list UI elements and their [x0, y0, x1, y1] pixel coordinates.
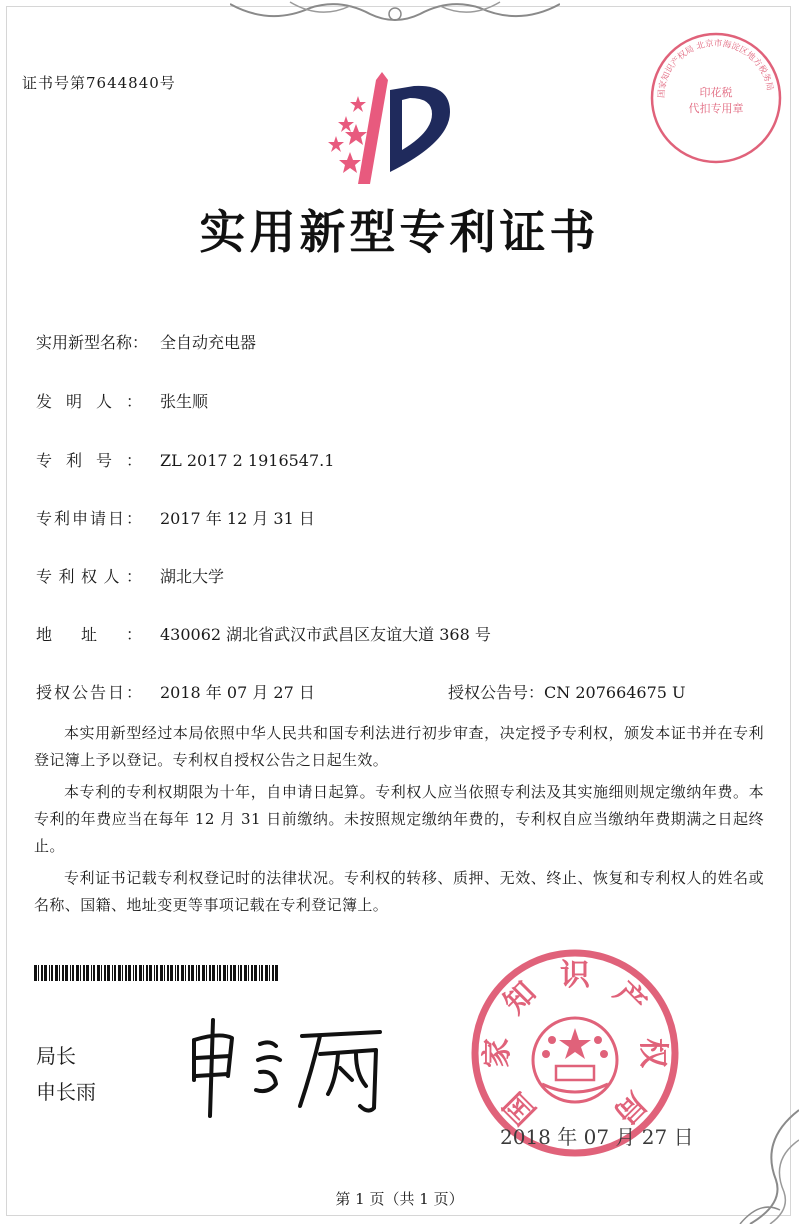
field-label: 专利号：	[36, 451, 142, 470]
certificate-number: 证书号第7644840号	[22, 74, 176, 92]
field-value: CN 207664675 U	[544, 683, 686, 702]
seal-char: 识	[560, 958, 590, 993]
emblem-stars-icon	[542, 1028, 608, 1059]
tax-stamp-ring-text: 国家知识产权局 北京市海淀区地方税务局	[656, 38, 775, 99]
barcode	[34, 965, 278, 981]
field-address	[36, 622, 491, 645]
field-patentee	[36, 564, 224, 587]
field-grant-date	[36, 680, 315, 703]
director-signature	[180, 1010, 395, 1120]
body-paragraph: 本实用新型经过本局依照中华人民共和国专利法进行初步审查，决定授予专利权，颁发本证书并在专利登记簿上予以登记。专利权自授权公告之日起生效。	[34, 724, 764, 769]
field-value: 张生顺	[160, 392, 209, 411]
director-name: 申长雨	[36, 1080, 96, 1104]
cnipa-logo	[310, 72, 460, 184]
field-grant-number	[448, 680, 686, 703]
field-label: 授权公告号：	[448, 683, 545, 702]
seal-char: 局	[606, 1084, 653, 1131]
field-label: 实用新型名称：	[36, 333, 149, 352]
field-value: ZL 2017 2 1916547.1	[160, 451, 335, 470]
field-utility-model-name	[36, 330, 256, 353]
logo-pink-stroke-icon	[358, 72, 388, 184]
field-label: 授权公告日：	[36, 683, 142, 702]
body-paragraph: 专利证书记载专利权登记时的法律状况。专利权的转移、质押、无效、终止、恢复和专利权人的姓名或名称、国籍、地址变更等事项记载在专利登记簿上。	[34, 869, 764, 914]
certificate-body	[34, 720, 764, 924]
field-filing-date	[36, 506, 315, 529]
field-value: 2017 年 12 月 31 日	[160, 509, 315, 528]
top-ornament	[230, 0, 560, 28]
director-block	[36, 1038, 96, 1110]
field-value: 湖北大学	[160, 567, 225, 586]
seal-date: 2018 年 07 月 27 日	[500, 1125, 694, 1149]
field-patent-number	[36, 448, 334, 471]
director-title: 局长	[36, 1044, 76, 1068]
body-paragraph: 本专利的专利权期限为十年，自申请日起算。专利权人应当依照专利法及其实施细则规定缴纳年费。本专利的年费应当在每年 12 月 31 日前缴纳。未按照规定缴纳年费的，专利权自应当缴纳年费期满之日起终止。	[34, 783, 764, 855]
page-title: 实用新型专利证书	[199, 205, 600, 259]
emblem-gate-icon	[556, 1066, 594, 1080]
tax-stamp	[648, 30, 784, 166]
field-label: 专利权人：	[36, 567, 142, 586]
tax-stamp-line2: 代扣专用章	[688, 102, 744, 115]
field-label: 专利申请日：	[36, 509, 142, 528]
field-label: 发明人：	[36, 392, 142, 411]
field-value: 430062 湖北省武汉市武昌区友谊大道 368 号	[160, 625, 491, 644]
field-inventor	[36, 389, 208, 412]
field-value: 全自动充电器	[160, 333, 257, 352]
field-label: 地址：	[36, 625, 142, 644]
seal-char: 知	[497, 975, 544, 1022]
logo-stars-icon	[328, 96, 367, 173]
seal-char: 家	[480, 1038, 515, 1068]
seal-char: 产	[606, 975, 653, 1022]
seal-char: 国	[497, 1084, 544, 1131]
field-value: 2018 年 07 月 27 日	[160, 683, 315, 702]
page-footer: 第 1 页（共 1 页）	[335, 1190, 464, 1208]
seal-char: 权	[635, 1038, 670, 1068]
tax-stamp-line1: 印花税	[699, 86, 733, 99]
